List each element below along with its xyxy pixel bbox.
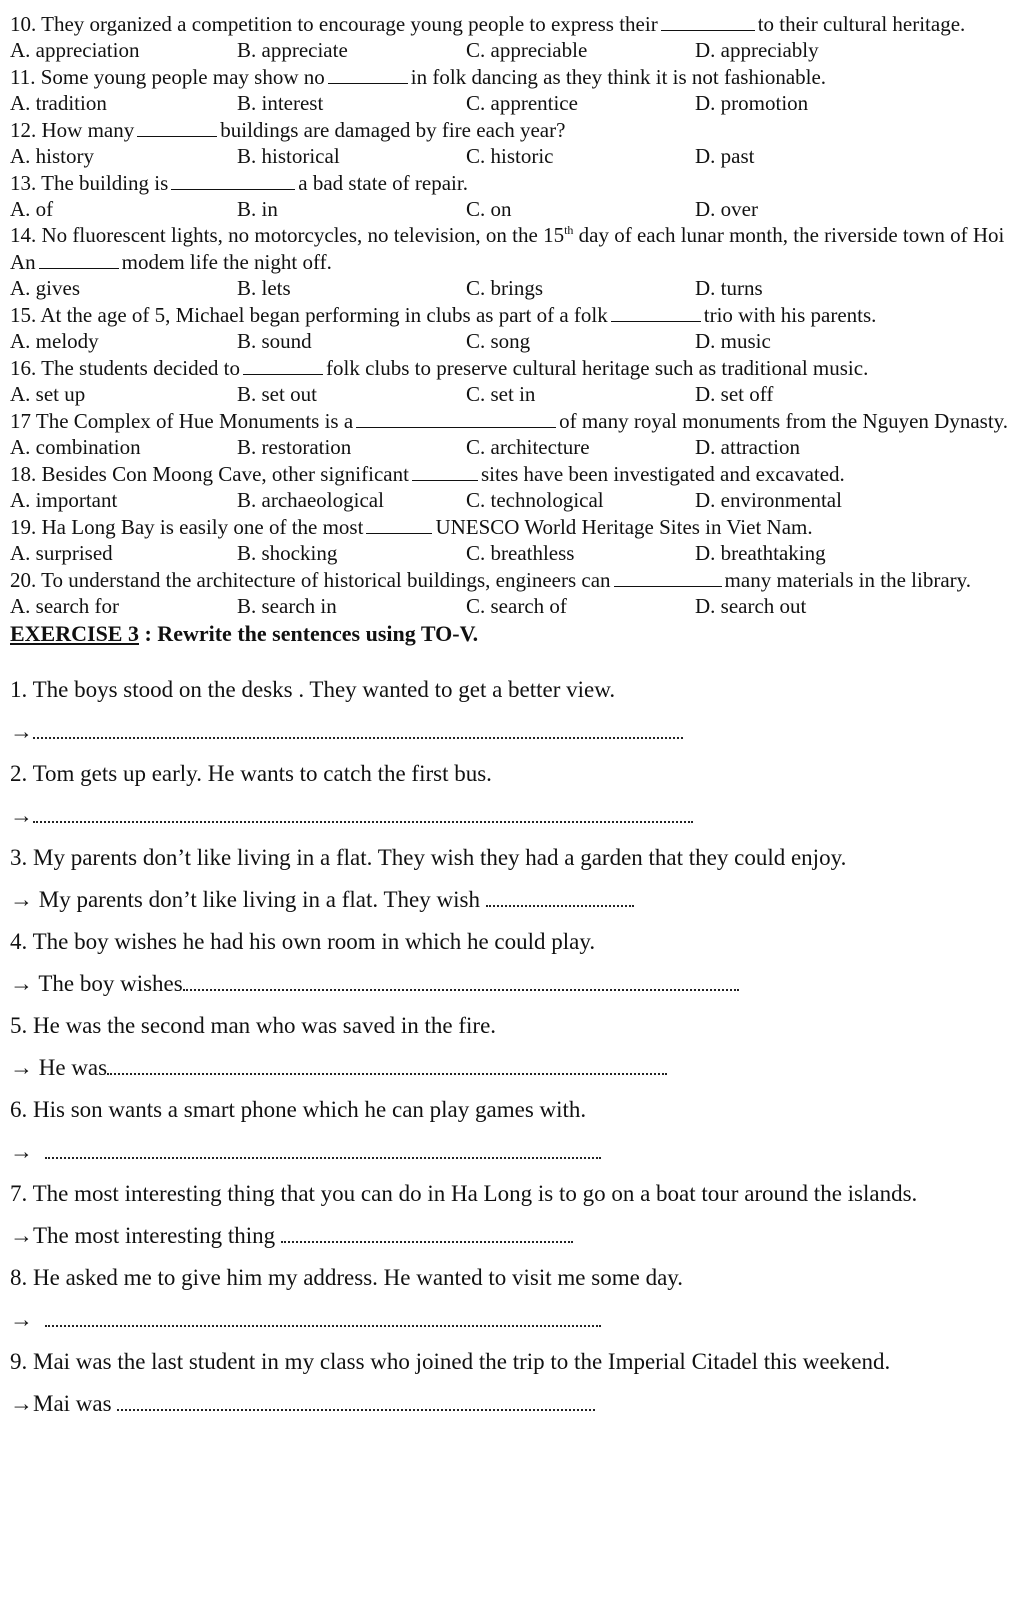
question-19 (10, 513, 1022, 566)
exercise-question-8: 8. He asked me to give him my address. He wanted to visit me some day. (10, 1265, 684, 1290)
answer-blank (356, 407, 556, 428)
option-c: C. brings (466, 276, 544, 300)
option-b: B. interest (237, 91, 324, 115)
answer-line (486, 887, 634, 907)
option-a: A. surprised (10, 541, 113, 565)
option-a: A. important (10, 488, 118, 512)
options-row (10, 196, 1022, 222)
option-b: B. restoration (237, 435, 352, 459)
options-row (10, 487, 1022, 513)
question-text: 12. How many buildings are damaged by fire each year? (10, 118, 566, 142)
question-text: 18. Besides Con Moong Cave, other significant sites have been investigated and excavated. (10, 462, 845, 486)
exercise-answer-6 (10, 1137, 1022, 1167)
option-a: A. tradition (10, 91, 107, 115)
option-d: D. over (695, 197, 758, 221)
arrow-icon: → (10, 1223, 33, 1248)
exercise-answer-7: →The most interesting thing (10, 1221, 1022, 1251)
exercise-answer-1 (10, 717, 1022, 747)
answer-blank (171, 169, 295, 190)
arrow-icon: → (10, 719, 33, 744)
option-a: A. melody (10, 329, 99, 353)
answer-line (107, 1055, 667, 1075)
question-text: 16. The students decided to folk clubs to preserve cultural heritage such as traditional music. (10, 356, 869, 380)
option-c: C. breathless (466, 541, 575, 565)
option-c: C. search of (466, 594, 567, 618)
option-b: B. in (237, 197, 278, 221)
options-row (10, 381, 1022, 407)
question-17 (10, 407, 1022, 460)
question-10 (10, 10, 1022, 63)
option-d: D. past (695, 144, 755, 168)
exercise-items (10, 675, 1022, 1419)
options-row (10, 37, 1022, 63)
question-text: 15. At the age of 5, Michael began performing in clubs as part of a folk trio with his parents. (10, 303, 877, 327)
answer-blank (661, 10, 755, 31)
option-d: D. promotion (695, 91, 809, 115)
exercise-question-5: 5. He was the second man who was saved in the fire. (10, 1013, 497, 1038)
exercise-question-4: 4. The boy wishes he had his own room in which he could play. (10, 929, 596, 954)
answer-blank (412, 460, 478, 481)
option-c: C. architecture (466, 435, 590, 459)
option-c: C. song (466, 329, 531, 353)
option-d: D. appreciably (695, 38, 819, 62)
question-text: 10. They organized a competition to encourage young people to express their to their cultural heritage. (10, 12, 966, 36)
question-15 (10, 301, 1022, 354)
option-a: A. gives (10, 276, 80, 300)
answer-line (45, 1139, 601, 1159)
question-13 (10, 169, 1022, 222)
option-b: B. lets (237, 276, 291, 300)
option-b: B. search in (237, 594, 337, 618)
option-a: A. search for (10, 594, 120, 618)
exercise-answer-5: → He was (10, 1053, 1022, 1083)
option-b: B. archaeological (237, 488, 384, 512)
question-18 (10, 460, 1022, 513)
arrow-icon: → (10, 971, 33, 996)
option-b: B. historical (237, 144, 340, 168)
option-c: C. technological (466, 488, 604, 512)
option-a: A. combination (10, 435, 141, 459)
question-text: 13. The building is a bad state of repair. (10, 171, 468, 195)
arrow-icon: → (10, 1139, 33, 1164)
options-row (10, 143, 1022, 169)
exercise-question-3: 3. My parents don’t like living in a flat. They wish they had a garden that they could enjoy. (10, 845, 847, 870)
question-12 (10, 116, 1022, 169)
question-text: 11. Some young people may show no in folk dancing as they think it is not fashionable. (10, 65, 827, 89)
option-d: D. set off (695, 382, 774, 406)
question-16 (10, 354, 1022, 407)
exercise-question-6: 6. His son wants a smart phone which he can play games with. (10, 1097, 587, 1122)
arrow-icon: → (10, 1391, 33, 1416)
exercise-question-7: 7. The most interesting thing that you can do in Ha Long is to go on a boat tour around the islands. (10, 1181, 918, 1206)
option-c: C. apprentice (466, 91, 578, 115)
answer-line (117, 1391, 595, 1411)
question-text: 20. To understand the architecture of historical buildings, engineers can many materials in the library. (10, 568, 972, 592)
option-a: A. history (10, 144, 94, 168)
answer-blank (366, 513, 432, 534)
worksheet-page (10, 10, 1022, 1419)
answer-line (33, 803, 693, 823)
question-20 (10, 566, 1022, 619)
exercise-answer-3: → My parents don’t like living in a flat. They wish (10, 885, 1022, 915)
exercise-question-1: 1. The boys stood on the desks . They wanted to get a better view. (10, 677, 616, 702)
option-b: B. appreciate (237, 38, 348, 62)
answer-blank (614, 566, 722, 587)
arrow-icon: → (10, 1307, 33, 1332)
arrow-icon: → (10, 1055, 33, 1080)
option-d: D. search out (695, 594, 807, 618)
exercise-answer-9: →Mai was (10, 1389, 1022, 1419)
option-b: B. set out (237, 382, 317, 406)
answer-line (45, 1307, 601, 1327)
option-c: C. set in (466, 382, 536, 406)
option-c: C. appreciable (466, 38, 588, 62)
answer-line (281, 1223, 573, 1243)
options-row (10, 328, 1022, 354)
options-row (10, 275, 1022, 301)
question-14 (10, 222, 1022, 301)
option-a: A. appreciation (10, 38, 140, 62)
option-d: D. environmental (695, 488, 842, 512)
option-c: C. historic (466, 144, 554, 168)
arrow-icon: → (10, 887, 33, 912)
exercise-answer-4: → The boy wishes (10, 969, 1022, 999)
option-b: B. sound (237, 329, 312, 353)
answer-blank (39, 248, 119, 269)
options-row (10, 593, 1022, 619)
exercise-question-9: 9. Mai was the last student in my class who joined the trip to the Imperial Citadel this weekend. (10, 1349, 891, 1374)
question-text: 17 The Complex of Hue Monuments is a of many royal monuments from the Nguyen Dynasty. (10, 409, 1009, 433)
answer-blank (611, 301, 701, 322)
option-d: D. turns (695, 276, 763, 300)
option-c: C. on (466, 197, 512, 221)
answer-line (33, 719, 683, 739)
exercise-answer-2 (10, 801, 1022, 831)
answer-blank (137, 116, 217, 137)
option-a: A. of (10, 197, 54, 221)
option-d: D. music (695, 329, 771, 353)
option-a: A. set up (10, 382, 86, 406)
question-11 (10, 63, 1022, 116)
question-text: 19. Ha Long Bay is easily one of the most UNESCO World Heritage Sites in Viet Nam. (10, 515, 813, 539)
exercise-question-2: 2. Tom gets up early. He wants to catch the first bus. (10, 761, 492, 786)
answer-line (183, 971, 739, 991)
option-b: B. shocking (237, 541, 338, 565)
option-d: D. breathtaking (695, 541, 826, 565)
question-text: 14. No fluorescent lights, no motorcycles, no television, on the 15th day of each lunar month, the riverside town of Hoi An modem life the night off. (10, 223, 1005, 274)
options-row (10, 90, 1022, 116)
answer-blank (328, 63, 408, 84)
exercise-heading: EXERCISE 3 : Rewrite the sentences using TO-V. (10, 621, 479, 646)
options-row (10, 540, 1022, 566)
option-d: D. attraction (695, 435, 800, 459)
options-row (10, 434, 1022, 460)
answer-blank (243, 354, 323, 375)
exercise-answer-8 (10, 1305, 1022, 1335)
arrow-icon: → (10, 803, 33, 828)
